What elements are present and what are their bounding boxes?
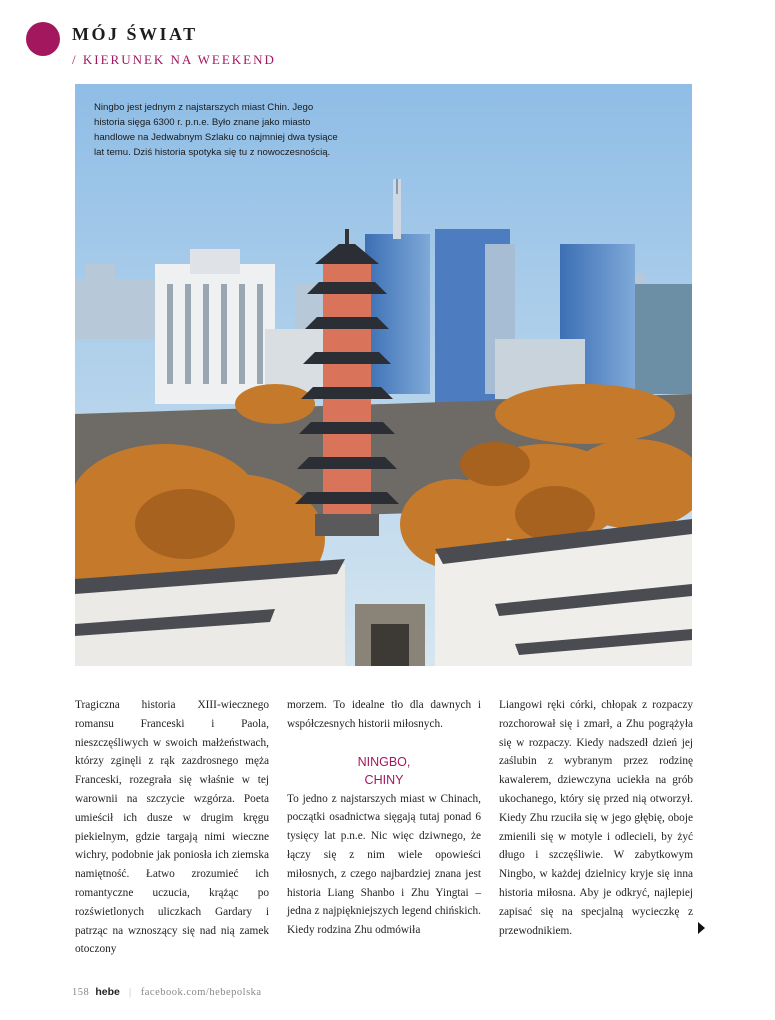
brand-logo: hebe: [95, 986, 120, 998]
ningbo-skyline-illustration: [75, 84, 692, 666]
section-title: MÓJ ŚWIAT: [72, 24, 198, 44]
column-3-text: Liangowi ręki córki, chłopak z rozpaczy rozchorował się i zmarł, a Zhu pogrążyła się w rozpaczy. Kiedy nadszedł dzień jej zaślubin z wybranym przez rodzinę kawalerem, dziewczyna uciekła na grób ukochanego, który się przed nią otworzył. Kiedy Zhu rzuciła się w jego głębię, oboje zmienili się w motyle i odlecieli, by żyć długo i szczęśliwie. W zabytkowym Ningbo, w każdej dzielnicy kryje się inna historia miłosna. Aby je odkryć, najlepiej zapisać się na specjalną wycieczkę z przewodnikiem.: [499, 699, 693, 937]
footer-facebook-link[interactable]: facebook.com/hebepolska: [140, 987, 262, 998]
section-heading-line-1: NINGBO,: [357, 754, 411, 769]
page-number: 158: [72, 987, 90, 998]
column-2-intro: morzem. To idealne tło dla dawnych i współczesnych historii miłosnych.: [287, 699, 481, 730]
column-1-text: Tragiczna historia XIII-wiecznego romansu Franceski i Paola, nieszczęśliwych w swoich małżeństwach, którzy zginęli z rąk zazdrosnego męża Franceski, rozegrała się właśnie w tej warownii na szczycie wzgórza. Poeta umieścił ich dusze w drugim kręgu piekielnym, gdzie targają nimi wieczne wichry, podobnie jak poniosła ich ziemska namiętność. Łatwo zrozumieć ich romantyczne uczucia, krążąc po rozświetlonych uliczkach Gardary i patrząc na wznoszący się nad nią zamek otoczony: [75, 699, 269, 956]
section-heading-line-2: CHINY: [364, 772, 404, 787]
section-heading-ningbo: [287, 753, 481, 789]
column-2-body: To jedno z najstarszych miast w Chinach, początki osadnictwa sięgają tutaj ponad 6 tysięcy lat p.n.e. Nic więc dziwnego, że łączy się z nim wiele opowieści miłosnych, z czego najbardziej znana jest historia Liang Shanbo i Zhu Yingtai – jedna z najpiękniejszych legend chińskich. Kiedy rodzina Zhu odmówiła: [287, 792, 481, 937]
article-column-1: [75, 696, 269, 959]
article-column-2: [287, 696, 481, 940]
article-column-3: [499, 696, 693, 940]
footer-divider: |: [129, 987, 132, 998]
continue-arrow-icon: [698, 922, 705, 934]
page-footer: [72, 986, 262, 998]
section-marker-dot: [26, 22, 60, 56]
city-photo: [75, 84, 692, 666]
section-subtitle: / KIERUNEK NA WEEKEND: [72, 52, 276, 67]
photo-caption: Ningbo jest jednym z najstarszych miast Chin. Jego historia sięga 6300 r. p.n.e. Było znane jako miasto handlowe na Jedwabnym Szlaku co najmniej dwa tysiące lat temu. Dziś historia spotyka się tu z nowoczesnością.: [94, 102, 338, 158]
